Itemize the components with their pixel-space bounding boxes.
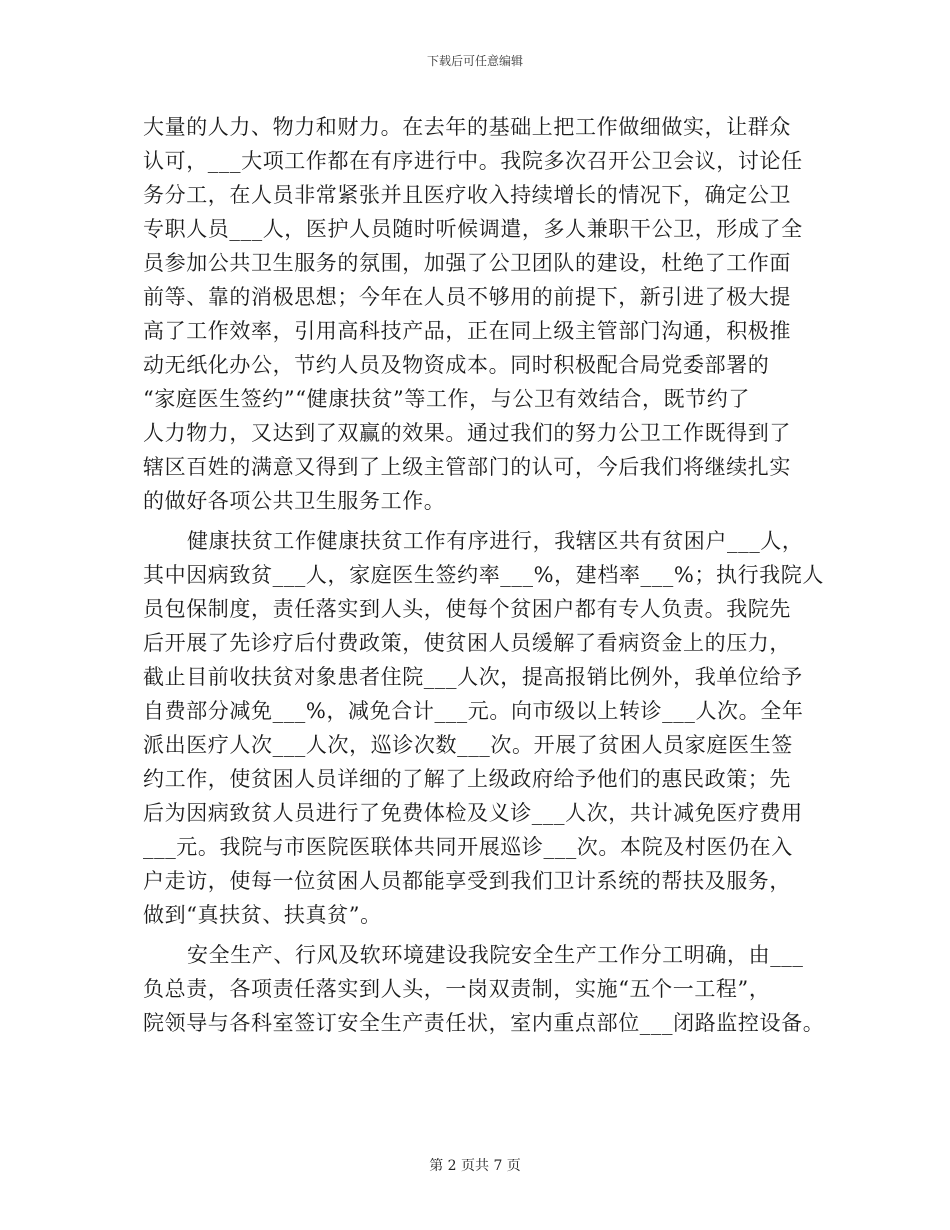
text-line: 自费部分减免___%，减免合计___元。向市级以上转诊___人次。全年 [143, 699, 804, 723]
text-line: 截止目前收扶贫对象患者住院___人次，提高报销比例外，我单位给予 [143, 665, 803, 689]
text-line: 高了工作效率，引用高科技产品，正在同上级主管部门沟通，积极推 [143, 319, 791, 343]
text-line: 负总责，各项责任落实到人头，一岗双责制，实施“五个一工程”， [143, 977, 771, 1001]
text-line: 人力物力，又达到了双赢的效果。通过我们的努力公卫工作既得到了 [143, 421, 791, 445]
page-footer: 第 2 页共 7 页 [429, 1158, 521, 1174]
text-line: 认可，___大项工作都在有序进行中。我院多次召开公卫会议，讨论任 [143, 149, 803, 173]
text-line: 员包保制度，责任落实到人头，使每个贫困户都有专人负责。我院先 [143, 597, 791, 621]
text-line: 其中因病致贫___人，家庭医生签约率___%，建档率___%；执行我院人 [143, 563, 825, 587]
text-line: 派出医疗人次___人次，巡诊次数___次。开展了贫困人员家庭医生签 [143, 733, 793, 757]
text-line: 的做好各项公共卫生服务工作。 [143, 489, 446, 513]
text-line: 约工作，使贫困人员详细的了解了上级政府给予他们的惠民政策；先 [143, 767, 791, 791]
document-body [143, 110, 823, 1040]
text-line: 专职人员___人，医护人员随时听候调遣，多人兼职干公卫，形成了全 [143, 217, 803, 241]
text-line: 员参加公共卫生服务的氛围，加强了公卫团队的建设，杜绝了工作面 [143, 251, 791, 275]
text-line: 安全生产、行风及软环境建设我院安全生产工作分工明确，由___ [187, 943, 804, 967]
text-line: 务分工，在人员非常紧张并且医疗收入持续增长的情况下，确定公卫 [143, 183, 791, 207]
text-line: 动无纸化办公，节约人员及物资成本。同时积极配合局党委部署的 [143, 353, 770, 377]
text-line: 户走访，使每一位贫困人员都能享受到我们卫计系统的帮扶及服务， [143, 869, 791, 893]
text-line: 前等、靠的消极思想；今年在人员不够用的前提下，新引进了极大提 [143, 285, 791, 309]
paragraph [143, 524, 823, 932]
text-line: 院领导与各科室签订安全生产责任状，室内重点部位___闭路监控设备。 [143, 1011, 825, 1035]
paragraph [143, 110, 823, 518]
text-line: 大量的人力、物力和财力。在去年的基础上把工作做细做实，让群众 [143, 115, 791, 139]
text-line: 后开展了先诊疗后付费政策，使贫困人员缓解了看病资金上的压力， [143, 631, 791, 655]
text-line: 健康扶贫工作健康扶贫工作有序进行，我辖区共有贫困户___人， [187, 529, 804, 553]
text-line: “家庭医生签约”“健康扶贫”等工作，与公卫有效结合，既节约了 [143, 387, 750, 411]
text-line: 辖区百姓的满意又得到了上级主管部门的认可，今后我们将继续扎实 [143, 455, 791, 479]
page-header: 下载后可任意编辑 [426, 54, 523, 68]
text-line: ___元。我院与市医院医联体共同开展巡诊___次。本院及村医仍在入 [143, 835, 793, 859]
text-line: 做到“真扶贫、扶真贫”。 [143, 903, 382, 927]
text-line: 后为因病致贫人员进行了免费体检及义诊___人次，共计减免医疗费用 [143, 801, 803, 825]
paragraph [143, 938, 823, 1040]
